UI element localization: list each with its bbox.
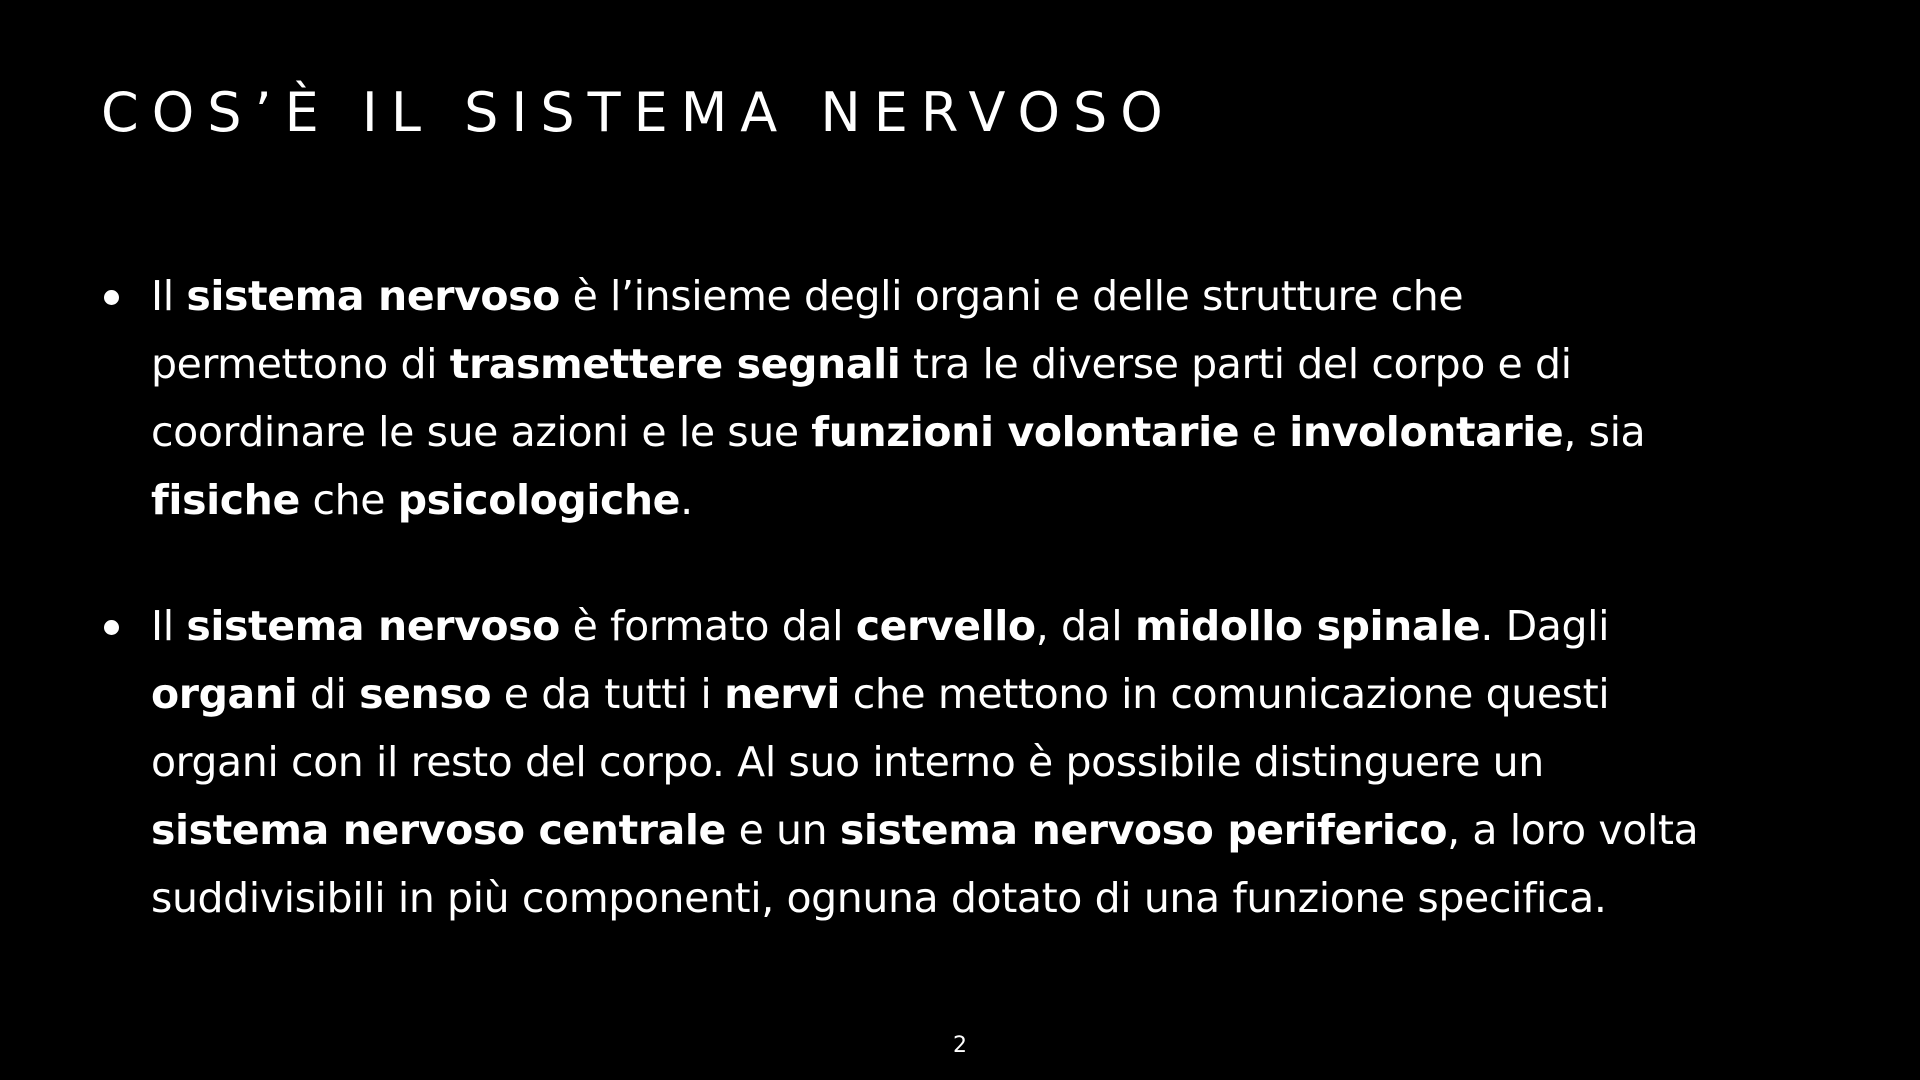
bullet-item bbox=[0, 592, 1791, 932]
text-segment: che mettono in comunicazione questi bbox=[840, 670, 1610, 718]
bold-term: senso bbox=[359, 670, 492, 718]
bold-term: funzioni volontarie bbox=[811, 408, 1240, 456]
bold-term: sistema nervoso periferico bbox=[839, 806, 1448, 854]
text-segment: permettono di bbox=[151, 340, 450, 388]
bold-term: nervi bbox=[724, 670, 841, 718]
bold-term: psicologiche bbox=[397, 476, 681, 524]
text-line bbox=[151, 864, 1791, 932]
text-segment: che bbox=[299, 476, 398, 524]
text-segment: , a loro volta bbox=[1447, 806, 1699, 854]
text-line bbox=[151, 262, 1791, 330]
text-segment: è formato dal bbox=[559, 602, 856, 650]
text-line bbox=[151, 728, 1791, 796]
text-line bbox=[151, 660, 1791, 728]
bold-term: trasmettere segnali bbox=[449, 340, 901, 388]
text-segment: è l’insieme degli organi e delle strutture che bbox=[559, 272, 1464, 320]
slide-title: COS’È IL SISTEMA NERVOSO bbox=[101, 81, 1176, 144]
text-segment: di bbox=[297, 670, 360, 718]
text-segment: tra le diverse parti del corpo e di bbox=[900, 340, 1572, 388]
text-segment: . Dagli bbox=[1480, 602, 1610, 650]
bullet-dot-icon bbox=[104, 620, 119, 635]
text-segment: organi con il resto del corpo. Al suo interno è possibile distinguere un bbox=[151, 738, 1544, 786]
text-segment: e bbox=[1239, 408, 1290, 456]
bold-term: organi bbox=[151, 670, 298, 718]
text-segment: e un bbox=[725, 806, 840, 854]
text-segment: suddivisibili in più componenti, ognuna dotato di una funzione specifica. bbox=[151, 874, 1607, 922]
bold-term: involontarie bbox=[1289, 408, 1564, 456]
bold-term: sistema nervoso bbox=[186, 602, 560, 650]
text-line bbox=[151, 592, 1791, 660]
text-line bbox=[151, 466, 1791, 534]
text-line bbox=[151, 398, 1791, 466]
bold-term: sistema nervoso bbox=[186, 272, 560, 320]
text-segment: . bbox=[680, 476, 693, 524]
bold-term: sistema nervoso centrale bbox=[151, 806, 726, 854]
bold-term: fisiche bbox=[151, 476, 300, 524]
text-segment: coordinare le sue azioni e le sue bbox=[151, 408, 812, 456]
bullet-dot-icon bbox=[104, 290, 119, 305]
text-line bbox=[151, 796, 1791, 864]
bullet-item bbox=[0, 262, 1791, 534]
page-number: 2 bbox=[953, 1033, 967, 1058]
text-line bbox=[151, 330, 1791, 398]
text-segment: Il bbox=[151, 272, 187, 320]
text-segment: e da tutti i bbox=[491, 670, 725, 718]
bold-term: midollo spinale bbox=[1134, 602, 1481, 650]
text-segment: , dal bbox=[1035, 602, 1135, 650]
bold-term: cervello bbox=[855, 602, 1036, 650]
text-segment: , sia bbox=[1563, 408, 1646, 456]
bullet-list bbox=[0, 262, 1920, 990]
text-segment: Il bbox=[151, 602, 187, 650]
